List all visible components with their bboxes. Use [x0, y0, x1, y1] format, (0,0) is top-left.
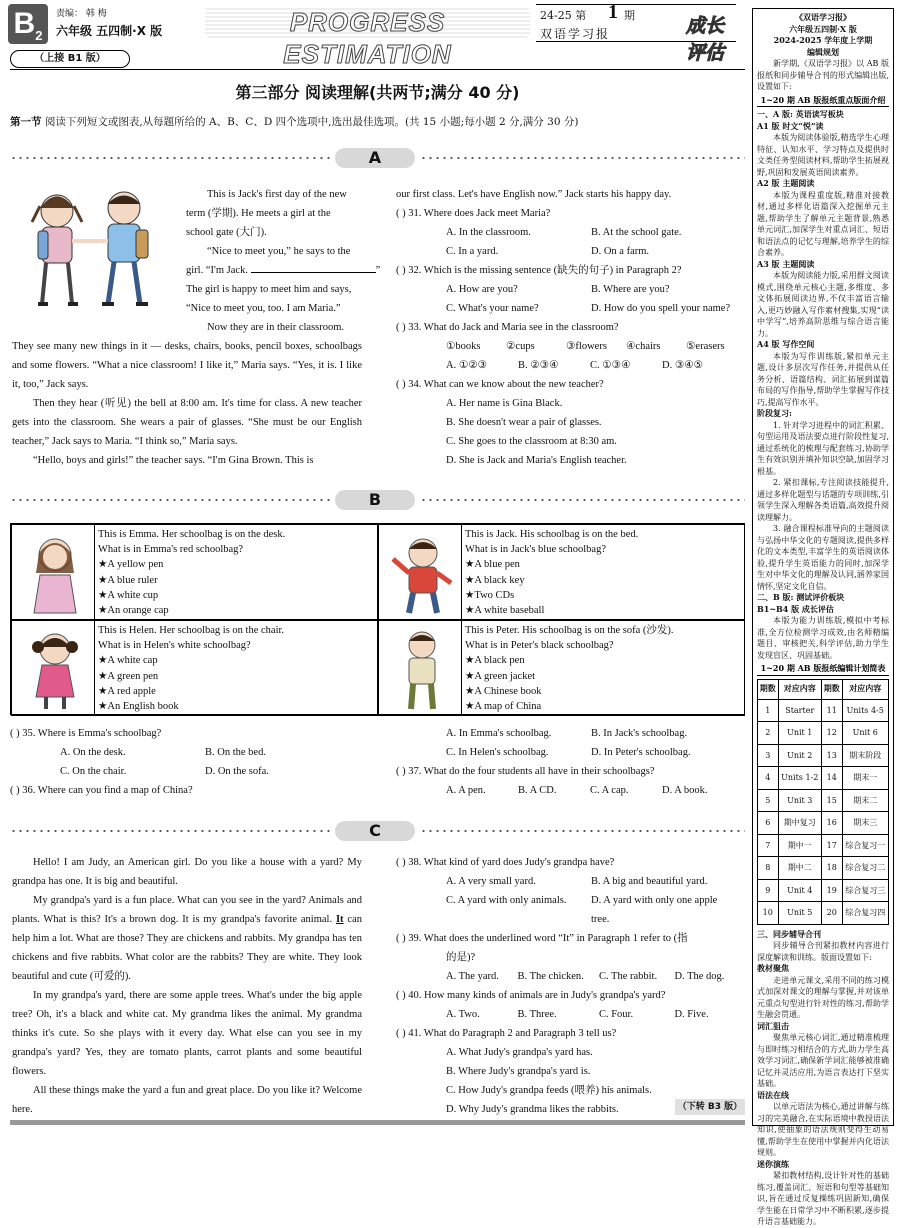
- sidebar-paragraph: 聚焦单元核心词汇,通过精准梳理与即时练习相结合的方式,助力学生高效学习词汇,确保新学词汇能够被准确记忆并灵活应用,为语言表达打下坚实基础。: [757, 1033, 889, 1088]
- issue-number: 1: [608, 1, 618, 23]
- passage-c-p1: Hello! I am Judy, an American girl. Do you like a house with a yard? My grandpa has one. It is big and beautiful.: [12, 857, 362, 887]
- passage-a-line: school gate (大门).: [186, 227, 267, 238]
- table-cell: 期末阶段: [842, 744, 889, 767]
- table-cell: 综合复习四: [842, 902, 889, 925]
- question-stem: ( ) 32. Which is the missing sentence (缺失的句子) in Paragraph 2?: [396, 265, 682, 276]
- item: ④chairs: [626, 341, 661, 352]
- table-cell: 综合复习二: [842, 857, 889, 880]
- sidebar-title: 编辑规划: [807, 46, 839, 57]
- sidebar-bar: 1~20 期 AB 版报纸编辑计划简表: [757, 663, 889, 676]
- table-row: [758, 879, 889, 902]
- card-item: ★A blue pen: [465, 559, 520, 571]
- option[interactable]: C. How Judy's grandpa feeds (喂养) his animals.: [446, 1085, 652, 1096]
- sidebar-paragraph: 本版为能力训练版,模拟中考标准,全方位检测学习成效,由名师精编题目、审核把关,科学评估,助力学生发现盲区、巩固基础。: [757, 616, 889, 660]
- passage-b-divider: [10, 490, 745, 510]
- table-cell: 11: [821, 699, 842, 722]
- question-stem: ( ) 36. Where can you find a map of China?: [10, 785, 193, 796]
- table-header: 期数: [758, 679, 779, 699]
- table-cell: 1: [758, 699, 779, 722]
- sidebar-paragraph: 2. 紧扣课标,专注阅读技能提升,通过多样化题型与话题的专项训练,引领学生深入理解各类语篇,高效提升阅读理解力。: [757, 478, 889, 522]
- table-row: [758, 699, 889, 722]
- card-line: What is in Peter's black schoolbag?: [465, 640, 614, 652]
- student-card-peter: [378, 620, 745, 716]
- sidebar-paragraph: 本版为课程重度版,精准对接教材,通过多样化语篇深入挖掘单元主题,帮助学生了解单元主题背景,熟悉单元词汇,加深学生对重点词汇、短语和语法点的记忆与理解,培养学生的综合素养。: [757, 190, 889, 257]
- plan-table: [757, 679, 889, 925]
- divider-line: [10, 69, 745, 70]
- sidebar-paragraph: 本版为写作训练版,紧扣单元主题,设计多层次写作任务,并提供从任务分析、语篇结构、词汇拓展到谋篇布局的写作指导,帮助学生掌握写作技巧,提高写作水平。: [757, 351, 889, 407]
- passage-a-line: girl. “I'm Jack. ”: [186, 261, 362, 280]
- card-item: ★A green pen: [98, 670, 159, 682]
- sidebar-subheading: A3 版 主题阅读: [757, 258, 815, 269]
- sidebar-subheading: B1~B4 版 成长评估: [757, 603, 834, 614]
- passage-a-line: “Nice to meet you,” he says to the: [207, 246, 351, 257]
- questions-b-left: [10, 724, 380, 800]
- table-cell: 10: [758, 902, 779, 925]
- card-item: ★A white cap: [98, 655, 158, 667]
- sidebar-paragraph: 走进单元课文,采用不同的练习模式加深对课文的理解与掌握,并对该单元重点句型进行针对性的练习,帮助学生融会贯通。: [757, 975, 889, 1019]
- sidebar-subheading: A4 版 写作空间: [757, 339, 815, 349]
- table-cell: 期中二: [778, 857, 821, 880]
- passage-c-divider: [10, 821, 745, 841]
- passage-a-line: “Nice to meet you, too. I am Maria.”: [186, 303, 341, 314]
- option[interactable]: D. In Peter's schoolbag.: [591, 747, 691, 758]
- option[interactable]: C. On the chair.: [60, 766, 127, 777]
- card-item: ★A yellow pen: [98, 559, 164, 571]
- table-cell: Units 1-2: [778, 767, 821, 790]
- table-cell: 期末一: [842, 767, 889, 790]
- option[interactable]: B. A big and beautiful yard.: [591, 876, 708, 887]
- issue-box: [536, 1, 736, 64]
- option[interactable]: D. ③④⑤: [662, 360, 704, 371]
- table-cell: Units 4-5: [842, 699, 889, 722]
- option[interactable]: B. In Jack's schoolbag.: [591, 728, 688, 739]
- edition-tag: （上接 B1 版）: [10, 50, 130, 68]
- option[interactable]: B. Where are you?: [591, 284, 670, 295]
- student-card-jack: [378, 524, 745, 620]
- part-title: 第三部分 阅读理解(共两节;满分 40 分): [235, 83, 520, 102]
- passage-b-marker: B: [335, 490, 415, 510]
- sidebar-bar: 1~20 期 AB 版报纸重点版面介绍: [757, 95, 889, 108]
- options-row: [396, 280, 746, 299]
- question-stem: ( ) 31. Where does Jack meet Maria?: [396, 208, 551, 219]
- option[interactable]: A. The yard.: [446, 971, 499, 982]
- options-row: [396, 432, 746, 451]
- table-cell: 9: [758, 879, 779, 902]
- grade-label: 六年级 五四制·X 版: [56, 24, 163, 38]
- sidebar-paragraph: 以单元语法为核心,通过讲解与练习的完美融合,在实际语境中教授语法知识,使抽象的语法规则变得生动易懂,帮助学生在使用中掌握并内化语法规则。: [757, 1102, 889, 1157]
- table-cell: 12: [821, 722, 842, 745]
- table-header: 对应内容: [842, 679, 889, 699]
- option[interactable]: C. What's your name?: [446, 303, 539, 314]
- option[interactable]: A. How are you?: [446, 284, 518, 295]
- option[interactable]: B. The chicken.: [517, 971, 584, 982]
- continued-note: （下转 B3 版）: [675, 1099, 745, 1115]
- sidebar-subheading: 教材聚焦: [757, 963, 789, 973]
- option[interactable]: A. Two.: [446, 1009, 480, 1020]
- card-item: ★A black key: [465, 574, 525, 586]
- sidebar-heading: 三、同步辅导合刊: [757, 928, 821, 939]
- table-cell: Unit 2: [778, 744, 821, 767]
- table-row: [758, 789, 889, 812]
- option[interactable]: D. How do you spell your name?: [591, 303, 731, 314]
- card-line: This is Jack. His schoolbag is on the bed.: [465, 529, 639, 540]
- bottom-bar: [10, 1120, 745, 1125]
- sidebar-subheading: A1 版 时文“悦”读: [757, 120, 824, 131]
- sidebar-paragraph: 本版为阅读体验版,精选学生心理特征、认知水平、学习特点及提供时文类任务型阅读材料,帮助学生拓展视野,巩固和发展英语阅读素养。: [757, 133, 889, 177]
- options-row: [396, 743, 746, 762]
- table-row: [758, 857, 889, 880]
- issue-suffix: 期: [624, 9, 635, 22]
- sidebar-heading: 一、A 版: 英语读写板块: [757, 109, 844, 119]
- passage-a-line: The girl is happy to meet him and says,: [186, 284, 352, 295]
- jack-figure-image: [383, 531, 461, 615]
- card-line: What is in Emma's red schoolbag?: [98, 544, 244, 556]
- missing-sentence-blank: [251, 261, 376, 273]
- option[interactable]: C. A yard with only animals.: [446, 895, 567, 906]
- option[interactable]: D. On the sofa.: [205, 766, 269, 777]
- card-line: This is Peter. His schoolbag is on the sofa (沙发).: [465, 625, 674, 636]
- table-cell: 17: [821, 834, 842, 857]
- options-row: [396, 451, 746, 470]
- option[interactable]: C. She goes to the classroom at 8:30 am.: [446, 436, 617, 447]
- question-stem-cont: 的是)?: [446, 952, 476, 963]
- section-instructions: 阅读下列短文或图表,从每题所给的 A、B、C、D 四个选项中,选出最佳选项。(共 15 小题;每小题 2 分,满分 30 分): [41, 116, 579, 128]
- student-card-helen: [11, 620, 378, 716]
- options-row: [396, 413, 746, 432]
- table-cell: 期末三: [842, 812, 889, 835]
- passage-a-marker: A: [335, 148, 415, 168]
- table-cell: 综合复习一: [842, 834, 889, 857]
- table-cell: 15: [821, 789, 842, 812]
- table-cell: 2: [758, 722, 779, 745]
- card-item: ★A red apple: [98, 685, 156, 697]
- section-intro: [10, 114, 745, 129]
- question-stem: ( ) 33. What do Jack and Maria see in the classroom?: [396, 322, 619, 333]
- table-cell: 4: [758, 767, 779, 790]
- card-line: What is in Helen's white schoolbag?: [98, 640, 251, 652]
- passage-a-p4: Then they hear (听见) the bell at 8:00 am. It's time for class. A new teacher gets into the classroom. She wears a pair of glasses. “She must be our English teacher,” Jack says to Maria. “I think so,” Maria says.: [12, 398, 362, 447]
- sidebar-paragraph: 同步辅导合刊紧扣教材内容进行深度解读和训练。版面设置如下:: [757, 941, 889, 962]
- table-cell: 6: [758, 812, 779, 835]
- option[interactable]: D. On a farm.: [591, 246, 650, 257]
- question-stem: ( ) 39. What does the underlined word “It” in Paragraph 1 refer to (指: [396, 933, 688, 944]
- passage-a-line: This is Jack's first day of the new: [207, 189, 347, 200]
- option[interactable]: D. A book.: [662, 785, 708, 796]
- table-cell: 19: [821, 879, 842, 902]
- banner-title: PROGRESS ESTIMATION: [205, 6, 530, 38]
- section-logo: $B_2$: [8, 4, 48, 44]
- table-cell: 期末二: [842, 789, 889, 812]
- items-row: [396, 337, 746, 356]
- option[interactable]: A. What Judy's grandpa's yard has.: [446, 1047, 593, 1058]
- table-row: [758, 744, 889, 767]
- kids-walking-image: [12, 186, 177, 316]
- option[interactable]: C. Four.: [598, 1009, 634, 1020]
- option[interactable]: D. Five.: [674, 1009, 709, 1020]
- card-item: ★An orange cap: [98, 605, 169, 617]
- option[interactable]: A. In Emma's schoolbag.: [446, 728, 552, 739]
- table-cell: Unit 5: [778, 902, 821, 925]
- card-item: ★Two CDs: [465, 589, 515, 601]
- option[interactable]: B. ②③④: [518, 360, 559, 371]
- question-stem: ( ) 34. What can we know about the new teacher?: [396, 379, 604, 390]
- passage-a-continuation: our first class. Let's have English now.” Jack starts his happy day.: [396, 189, 672, 200]
- questions-b-right: [396, 724, 746, 800]
- passage-a-intro: [186, 185, 381, 337]
- question-stem: ( ) 40. How many kinds of animals are in Judy's grandpa's yard?: [396, 990, 666, 1001]
- question-stem: ( ) 41. What do Paragraph 2 and Paragraph 3 tell us?: [396, 1028, 617, 1039]
- table-cell: 综合复习三: [842, 879, 889, 902]
- sidebar-intro: 新学期,《双语学习报》以 AB 版报纸和同步辅导合刊的形式编辑出版,设置如下:: [757, 59, 889, 91]
- passage-c-body: [12, 853, 362, 1119]
- option[interactable]: A. Her name is Gina Black.: [446, 398, 563, 409]
- table-cell: 7: [758, 834, 779, 857]
- options-row: [396, 724, 746, 743]
- table-cell: 3: [758, 744, 779, 767]
- options-row: [396, 891, 746, 929]
- option[interactable]: C. A cap.: [590, 785, 629, 796]
- item: ①books: [446, 341, 481, 352]
- option[interactable]: A. On the desk.: [60, 747, 126, 758]
- card-item: ★A blue ruler: [98, 574, 158, 586]
- table-cell: 期中一: [778, 834, 821, 857]
- table-header: 期数: [821, 679, 842, 699]
- card-line: This is Helen. Her schoolbag is on the chair.: [98, 625, 285, 636]
- options-row: [396, 872, 746, 891]
- underlined-word-it: It: [335, 914, 344, 925]
- passage-c-p2: My grandpa's yard is a fun place. What can you see in the yard? Animals and plants. What is this? It's a brown dog. It is my grandpa's favorite animal. It can help him a lot. What are those? They are chickens and rabbits. My grandpa has ten chickens and five rabbits. What color are the rabbits? They are white. They look beautiful and cute (可爱的).: [12, 895, 363, 982]
- table-cell: 5: [758, 789, 779, 812]
- options-row: [396, 242, 746, 261]
- schoolbag-table: [10, 523, 745, 715]
- table-header: 对应内容: [778, 679, 821, 699]
- option[interactable]: B. A CD.: [518, 785, 557, 796]
- option[interactable]: B. Three.: [517, 1009, 557, 1020]
- card-item: ★A black pen: [465, 655, 525, 667]
- option[interactable]: C. ①③④: [590, 360, 631, 371]
- sidebar-paragraph: 1. 针对学习进程中的词汇积累、句型运用及语法要点进行阶段性复习,通过系统化的梳理与配套练习,协助学生有效识别并填补知识空缺,加固学习根基。: [757, 420, 889, 476]
- card-item: ★An English book: [98, 701, 179, 713]
- option[interactable]: B. On the bed.: [205, 747, 266, 758]
- table-cell: Starter: [778, 699, 821, 722]
- sidebar-subheading: 阶段复习:: [757, 408, 792, 418]
- options-row: [396, 1081, 746, 1100]
- option[interactable]: C. In Helen's schoolbag.: [446, 747, 549, 758]
- options-row: [396, 967, 746, 986]
- emma-figure-image: [16, 531, 94, 615]
- options-row: [396, 781, 746, 800]
- question-stem: ( ) 37. What do the four students all have in their schoolbags?: [396, 766, 655, 777]
- table-cell: 18: [821, 857, 842, 880]
- option[interactable]: B. She doesn't wear a pair of glasses.: [446, 417, 602, 428]
- student-card-emma: [11, 524, 378, 620]
- school-year: 24-25 第: [540, 9, 587, 22]
- peter-figure-image: [383, 627, 461, 711]
- table-cell: 16: [821, 812, 842, 835]
- sidebar-subheading: 迷你演练: [757, 1158, 789, 1169]
- paper-name: 双语学习报: [540, 27, 611, 41]
- table-row: [758, 767, 889, 790]
- table-cell: Unit 6: [842, 722, 889, 745]
- table-cell: Unit 3: [778, 789, 821, 812]
- option[interactable]: A. ①②③: [446, 360, 488, 371]
- item: ⑤erasers: [686, 341, 725, 352]
- table-cell: Unit 1: [778, 722, 821, 745]
- questions-a: [396, 185, 746, 470]
- item: ③flowers: [566, 341, 607, 352]
- options-row: [396, 356, 746, 375]
- growth-title: 成长评估: [686, 15, 725, 64]
- card-line: What is in Jack's blue schoolbag?: [465, 544, 606, 556]
- options-row: [396, 299, 746, 318]
- option[interactable]: D. The dog.: [674, 971, 725, 982]
- questions-c: [396, 853, 746, 1119]
- option[interactable]: B. At the school gate.: [591, 227, 682, 238]
- card-item: ★A white cup: [98, 589, 159, 601]
- option[interactable]: A. A very small yard.: [446, 876, 536, 887]
- sidebar-title: 2024-2025 学年度上学期: [773, 35, 873, 45]
- sidebar-paragraph: 紧扣教材结构,设计针对性的基础练习,覆盖词汇、短语和句型等基础知识,旨在通过反复操练巩固新知,确保学生能在日常学习中不断积累,逐步提升语言基础能力。: [757, 1171, 889, 1226]
- option[interactable]: A. In the classroom.: [446, 227, 531, 238]
- passage-a-p5: “Hello, boys and girls!” the teacher says. “I'm Gina Brown. This is: [33, 455, 314, 466]
- passage-a-line: term (学期). He meets a girl at the: [186, 208, 331, 219]
- options-row: [396, 223, 746, 242]
- sidebar-subheading: A2 版 主题阅读: [757, 178, 815, 188]
- item: ②cups: [506, 341, 535, 352]
- sidebar-subheading: 语法在线: [757, 1089, 789, 1100]
- plan-table-body: [758, 699, 889, 924]
- section-label: 第一节: [10, 116, 42, 128]
- option[interactable]: D. Why Judy's grandma likes the rabbits.: [446, 1104, 619, 1115]
- editor-credit: 责编： 韩 梅: [56, 9, 107, 19]
- options-row: [10, 762, 380, 781]
- table-cell: 14: [821, 767, 842, 790]
- question-stem: ( ) 35. Where is Emma's schoolbag?: [10, 728, 162, 739]
- passage-a-body: [12, 337, 362, 470]
- option[interactable]: C. The rabbit.: [598, 971, 658, 982]
- table-row: [758, 902, 889, 925]
- card-item: ★A map of China: [465, 701, 542, 713]
- option[interactable]: D. She is Jack and Maria's English teacher.: [446, 455, 627, 466]
- sidebar-title: 《双语学习报》: [795, 12, 851, 22]
- table-cell: 8: [758, 857, 779, 880]
- option[interactable]: B. Where Judy's grandpa's yard is.: [446, 1066, 591, 1077]
- passage-c-p4: All these things make the yard a fun and great place. Do you like it? Welcome here.: [12, 1085, 362, 1115]
- passage-c-p3: In my grandpa's yard, there are some apple trees. What's under the big apple tree? Oh, it's a black and white cat. My grandma likes the animal. My grandma thinks it's cute. So she plays with it every day. What else can you see in my grandpa's yard? Yes, they are tomato plants, carrot plants and some beautiful flowers.: [12, 990, 362, 1077]
- card-line: This is Emma. Her schoolbag is on the desk.: [98, 529, 286, 540]
- helen-figure-image: [16, 627, 94, 711]
- table-cell: Unit 4: [778, 879, 821, 902]
- passage-a-p3: They see many new things in it — desks, chairs, books, pencil boxes, schoolbags and some flowers. “What a nice classroom! I like it,” Maria says. “Yes, it is. I like it, too,” Jack says.: [12, 341, 362, 390]
- options-row: [396, 1062, 746, 1081]
- table-cell: 20: [821, 902, 842, 925]
- card-item: ★A Chinese book: [465, 685, 542, 697]
- table-row: [758, 722, 889, 745]
- table-row: [758, 812, 889, 835]
- passage-a-line: Now they are in their classroom.: [207, 322, 345, 333]
- sidebar-heading: 二、B 版: 测试评价板块: [757, 592, 845, 602]
- sidebar-paragraph: 3. 融合课程标准导向的主题阅读与弘扬中华文化的专题阅读,提供多样化的文本类型,丰富学生的英语阅读体验,提升学生英语能力的同时,加深学生对中华文化的理解及认同,涵养家国情怀,坚定文化自信。: [757, 524, 889, 591]
- sidebar-subheading: 词汇狙击: [757, 1020, 789, 1031]
- sidebar-title: 六年级五四制·X 版: [789, 23, 857, 34]
- card-item: ★A green jacket: [465, 670, 536, 682]
- sidebar-paragraph: 本版为阅读能力版,采用群文阅读模式,围绕单元核心主题,多维度、多文体拓展阅读边界,不仅丰富语言输入,更巧妙融入写作素材搜集,实现“读中学写”,培养高阶思维与综合语言能力。: [757, 271, 889, 338]
- passage-c-marker: C: [335, 821, 415, 841]
- options-row: [10, 743, 380, 762]
- table-row: [758, 834, 889, 857]
- card-item: ★A white baseball: [465, 605, 545, 617]
- table-cell: 13: [821, 744, 842, 767]
- question-stem: ( ) 38. What kind of yard does Judy's grandpa have?: [396, 857, 615, 868]
- option[interactable]: D. A yard with only one apple tree.: [591, 895, 718, 925]
- option[interactable]: C. In a yard.: [446, 246, 499, 257]
- option[interactable]: A. A pen.: [446, 785, 486, 796]
- options-row: [396, 1005, 746, 1024]
- editorial-plan-sidebar: [752, 8, 894, 1226]
- passage-a-divider: [10, 148, 745, 168]
- options-row: [396, 1043, 746, 1062]
- options-row: [396, 394, 746, 413]
- table-cell: 期中复习: [778, 812, 821, 835]
